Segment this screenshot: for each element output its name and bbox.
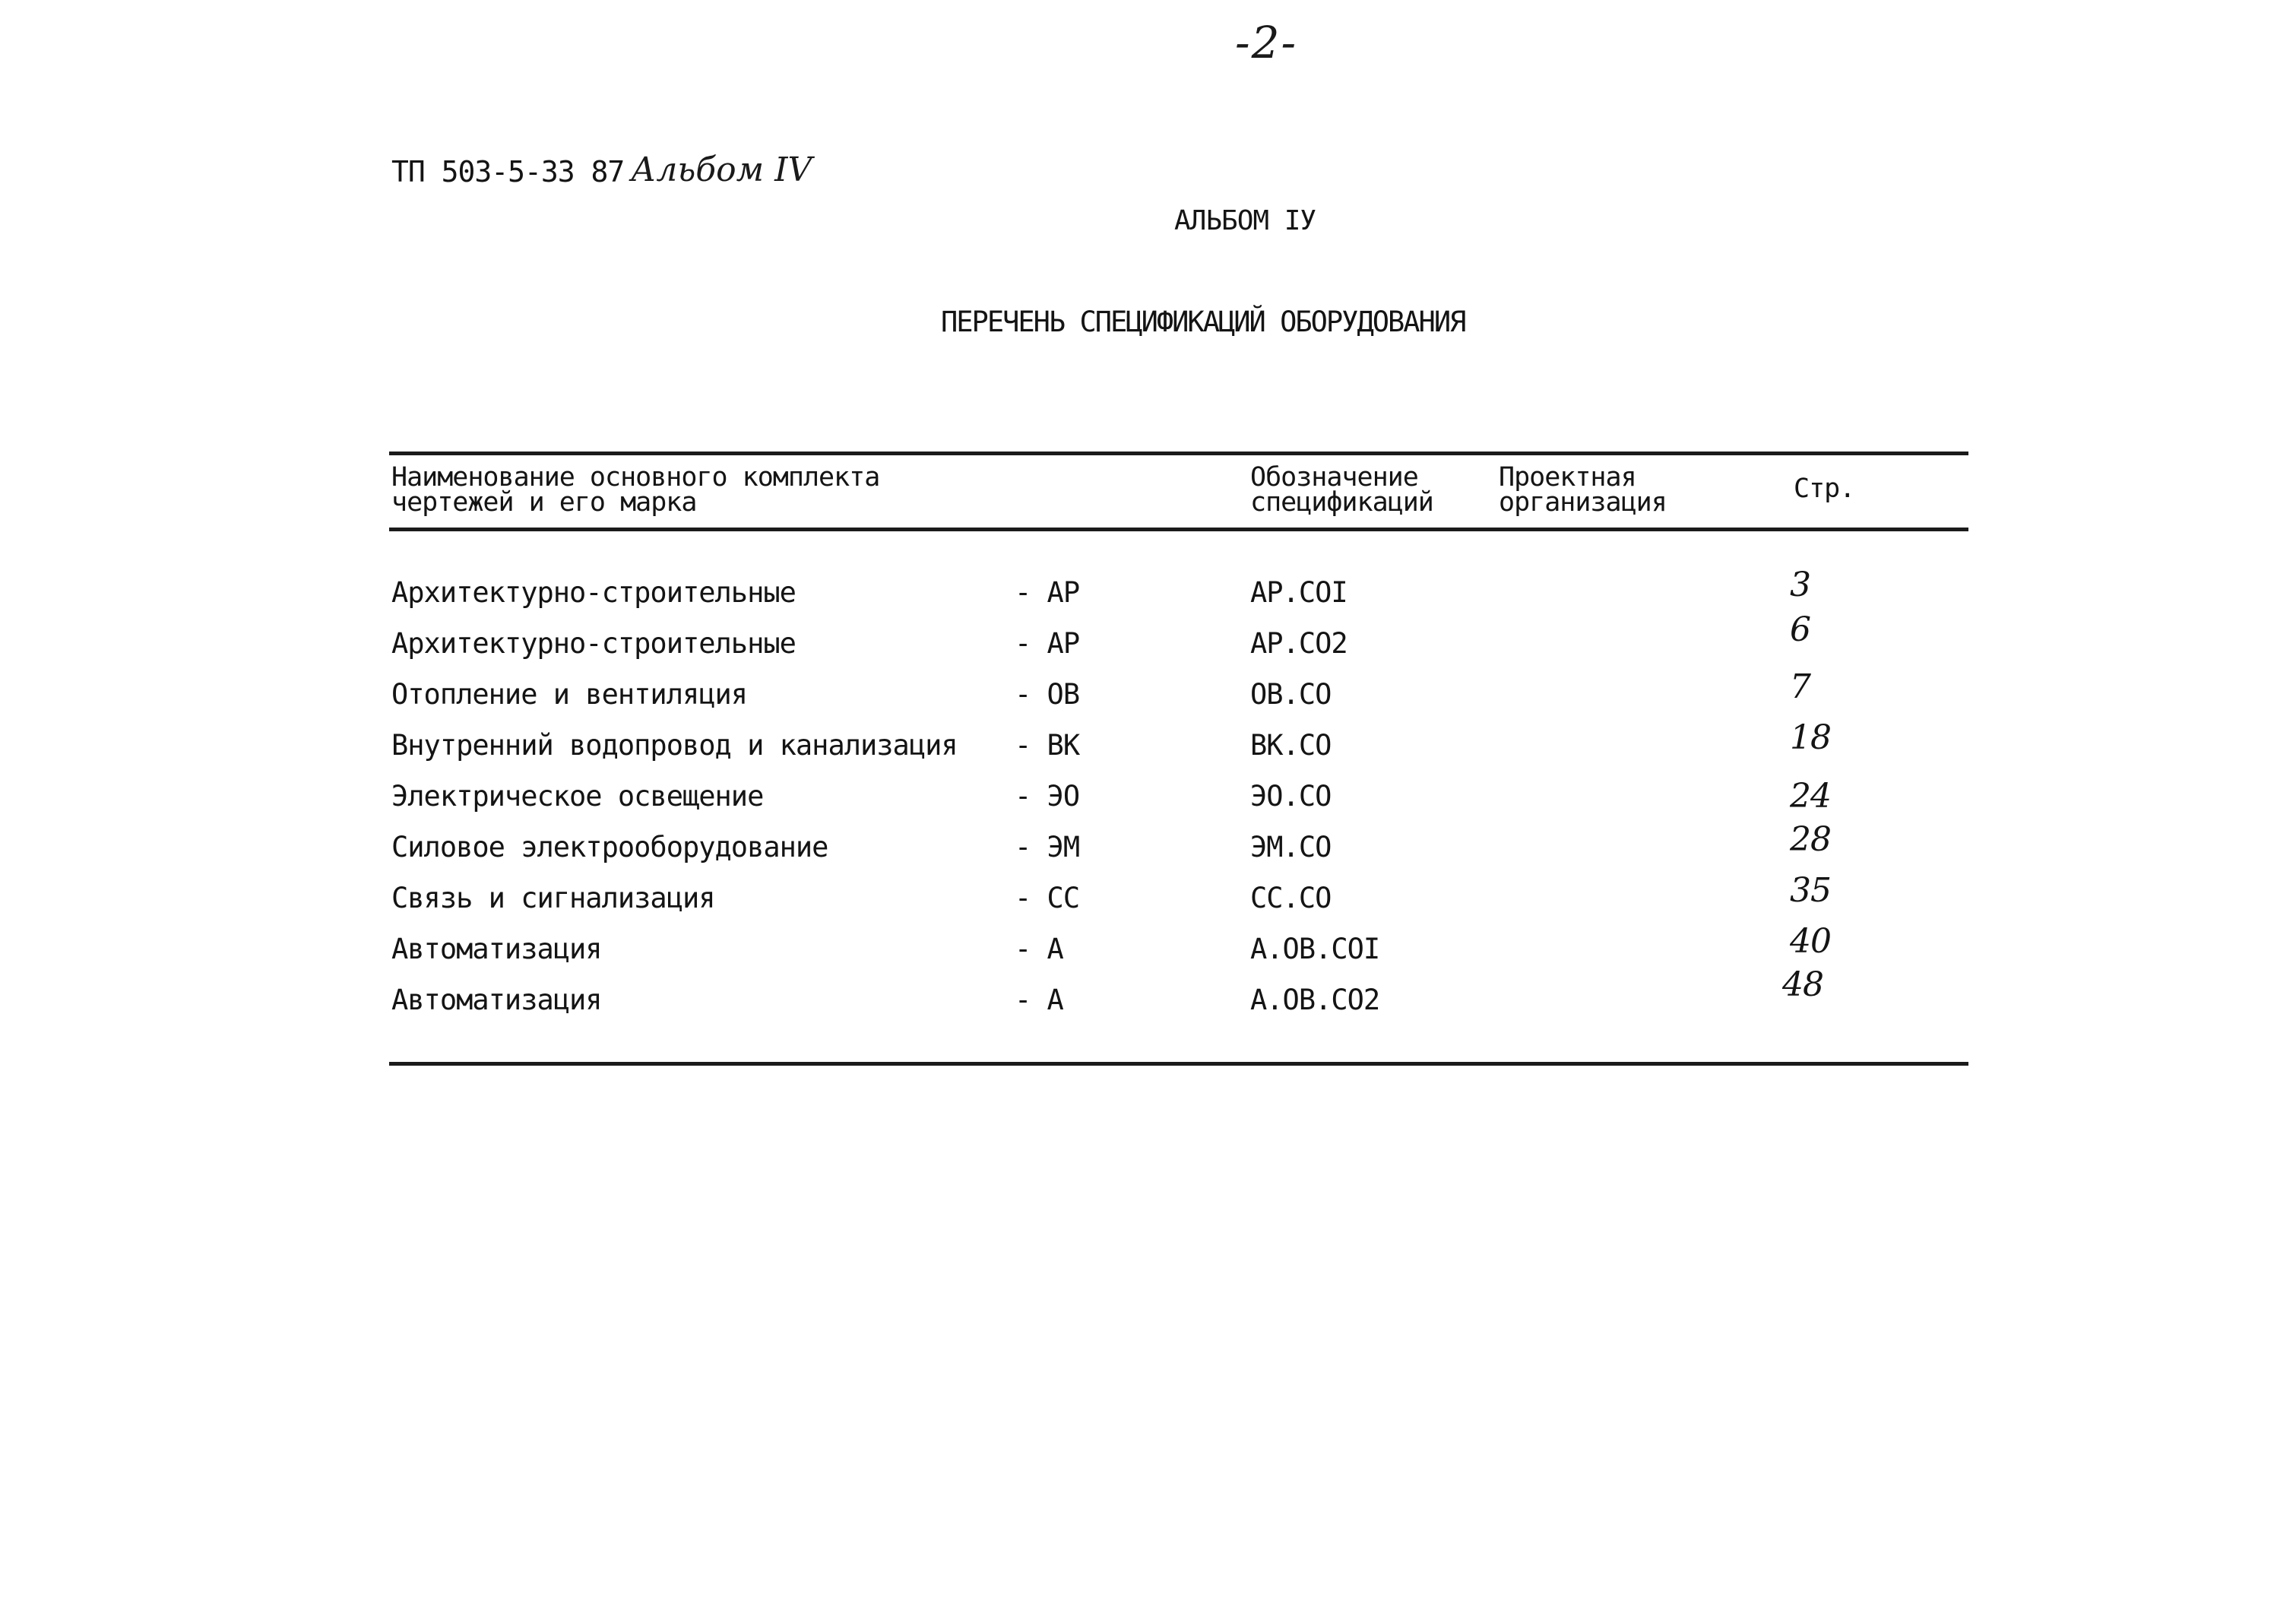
row-name: Связь и сигнализация [391,882,715,914]
header-name-line1: Наименование основного комплекта [391,462,880,493]
row-page: 35 [1790,871,1831,910]
row-mark: - А [1015,984,1063,1016]
row-spec: ЭМ.СО [1250,831,1332,863]
row-mark: - СС [1015,882,1080,914]
page-number: -2- [1235,17,1298,68]
row-page: 48 [1782,965,1823,1004]
row-mark: - ВК [1015,729,1080,762]
row-name: Отопление и вентиляция [391,678,748,711]
row-mark: - ОВ [1015,678,1080,711]
row-name: Автоматизация [391,984,602,1016]
row-mark: - АР [1015,627,1080,660]
row-spec: ОВ.СО [1250,678,1332,711]
handwritten-album-note: Альбом IV [631,151,812,189]
header-spec-line1: Обозначение [1250,462,1418,493]
table-row [0,922,2296,978]
table-row [0,777,2296,825]
table-row [0,871,2296,927]
row-name: Внутренний водопровод и канализация [391,729,958,762]
row-name: Автоматизация [391,933,602,965]
row-spec: СС.СО [1250,882,1332,914]
row-page: 3 [1790,566,1810,604]
header-name-line2: чертежей и его марка [391,487,697,518]
row-spec: А.ОВ.СО2 [1250,984,1380,1016]
table-row [0,667,2296,724]
row-spec: АР.СО2 [1250,627,1348,660]
row-name: Архитектурно-строительные [391,627,796,660]
table-row [0,610,2296,673]
row-page: 7 [1790,667,1810,706]
header-spec [1250,462,1433,518]
row-spec: ЭО.СО [1250,780,1332,813]
row-name: Архитектурно-строительные [391,576,796,609]
row-mark: - А [1015,933,1063,965]
table-row [0,718,2296,775]
header-spec-line2: спецификаций [1250,487,1433,518]
header-org [1499,462,1667,518]
row-page: 40 [1790,922,1831,961]
row-page: 28 [1790,820,1831,859]
header-name [391,462,880,518]
row-mark: - ЭМ [1015,831,1080,863]
table-row [0,820,2296,876]
album-title: АЛЬБОМ IУ [1174,205,1316,236]
row-page: 18 [1790,718,1831,757]
table-row [0,965,2296,1029]
table-row [0,566,2296,622]
row-page: 24 [1790,777,1831,816]
row-spec: А.ОВ.СОI [1250,933,1380,965]
header-org-line1: Проектная [1499,462,1636,493]
document-code: ТП 503-5-33 87 [391,155,625,189]
header-page: Стр. [1794,474,1855,504]
table-bottom-rule [389,1062,1968,1066]
row-spec: ВК.СО [1250,729,1332,762]
row-mark: - ЭО [1015,780,1080,813]
row-page: 6 [1790,610,1810,649]
row-spec: АР.СОI [1250,576,1348,609]
table-top-rule [389,452,1968,455]
header-org-line2: организация [1499,487,1667,518]
table-header-rule [389,528,1968,531]
list-title: ПЕРЕЧЕНЬ СПЕЦИФИКАЦИЙ ОБОРУДОВАНИЯ [941,306,1465,338]
row-mark: - АР [1015,576,1080,609]
row-name: Электрическое освещение [391,780,764,813]
row-name: Силовое электрооборудование [391,831,828,863]
